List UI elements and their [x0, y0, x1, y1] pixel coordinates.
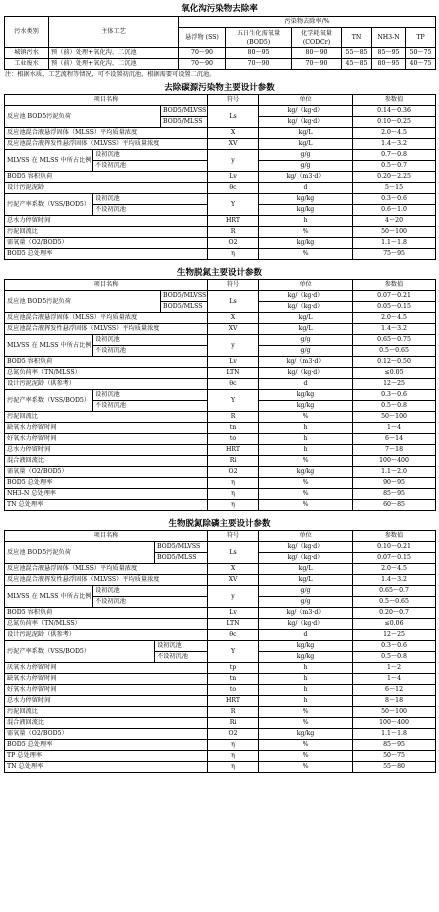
carbon-removal-params-table — [4, 94, 436, 260]
cell: kg/（kg·d） — [259, 553, 353, 564]
cell: 总氮负荷率（TN/MLSS） — [5, 368, 208, 379]
header-col: TN — [342, 28, 372, 48]
header-col: NH3-N — [372, 28, 406, 48]
cell: η — [208, 500, 259, 511]
cell: g/g — [259, 150, 353, 161]
cell: O2 — [208, 467, 259, 478]
cell: h — [259, 663, 353, 674]
cell: MLVSS 在 MLSS 中所占比例 — [5, 586, 93, 608]
cell: tp — [208, 663, 259, 674]
cell: 80～95 — [226, 48, 292, 59]
cell: 0.10～0.25 — [353, 117, 436, 128]
cell: h — [259, 685, 353, 696]
cell: % — [259, 227, 353, 238]
cell: XV — [208, 575, 259, 586]
cell: 6～14 — [353, 434, 436, 445]
cell: 缺氧水力停留时间 — [5, 674, 208, 685]
cell: XV — [208, 139, 259, 150]
cell: BOD5 容积负荷 — [5, 172, 208, 183]
cell: 设初沉池 — [155, 641, 208, 652]
cell: ≤0.06 — [353, 619, 436, 630]
header-symbol: 符号 — [208, 280, 259, 291]
cell: 85～95 — [353, 489, 436, 500]
header-symbol: 符号 — [208, 531, 259, 542]
cell: 0.14～0.36 — [353, 106, 436, 117]
cell: kg/（kg·d） — [259, 302, 353, 313]
cell: 需氧量（O2/BOD5） — [5, 729, 208, 740]
cell: 50～75 — [353, 751, 436, 762]
table1-title: 氧化沟污染物去除率 — [181, 4, 258, 14]
removal-rate-table — [4, 16, 436, 70]
cell: kg/（kg·d） — [259, 106, 353, 117]
cell: 0.5～0.65 — [353, 346, 436, 357]
cell: 预（前）处理+氧化沟、二沉池 — [49, 48, 179, 59]
denitrification-phosphorus-params-table — [4, 530, 436, 773]
cell: % — [259, 478, 353, 489]
table-row — [5, 59, 436, 70]
cell: g/g — [259, 597, 353, 608]
cell: TN 总处理率 — [5, 500, 208, 511]
cell: h — [259, 674, 353, 685]
table3-title: 生物脱氮主要设计参数 — [176, 268, 262, 278]
cell: kg/kg — [259, 641, 353, 652]
cell: 0.10～0.21 — [353, 542, 436, 553]
cell: LTN — [208, 619, 259, 630]
cell: kg/kg — [259, 238, 353, 249]
cell: 污泥回流比 — [5, 412, 208, 423]
cell: Y — [208, 194, 259, 216]
cell: g/g — [259, 346, 353, 357]
cell: R — [208, 227, 259, 238]
cell: O2 — [208, 238, 259, 249]
cell: 100～400 — [353, 456, 436, 467]
cell: 不设初沉池 — [93, 401, 208, 412]
cell: 0.20～0.7 — [353, 608, 436, 619]
cell: 0.5～0.8 — [353, 652, 436, 663]
cell: Lv — [208, 608, 259, 619]
cell: 污泥产率系数（VSS/BOD5） — [5, 641, 155, 663]
cell: 2.0～4.5 — [353, 128, 436, 139]
cell: % — [259, 456, 353, 467]
header-process: 主体工艺 — [49, 17, 179, 48]
cell: 80～95 — [372, 59, 406, 70]
cell: HRT — [208, 216, 259, 227]
cell: kg/（kg·d） — [259, 619, 353, 630]
cell: 不设初沉池 — [93, 597, 208, 608]
cell: X — [208, 564, 259, 575]
cell: MLVSS 在 MLSS 中所占比例 — [5, 150, 93, 172]
cell: 50～100 — [353, 227, 436, 238]
cell: NH3-N 总处理率 — [5, 489, 208, 500]
cell: 70～90 — [179, 59, 226, 70]
cell: TN 总处理率 — [5, 762, 208, 773]
cell: θc — [208, 379, 259, 390]
cell: kg/L — [259, 575, 353, 586]
header-col: 五日生化需氧量 (BOD5) — [226, 28, 292, 48]
cell: kg/L — [259, 139, 353, 150]
cell: BOD5 总处理率 — [5, 478, 208, 489]
denitrification-params-table — [4, 279, 436, 511]
header-unit: 单位 — [259, 280, 353, 291]
cell: kg/kg — [259, 401, 353, 412]
cell: % — [259, 740, 353, 751]
cell: 厌氧水力停留时间 — [5, 663, 208, 674]
cell: to — [208, 434, 259, 445]
cell: 设计污泥泥龄 — [5, 183, 208, 194]
cell: ≤0.05 — [353, 368, 436, 379]
header-col: 悬浮物 (SS) — [179, 28, 226, 48]
cell: XV — [208, 324, 259, 335]
cell: 设初沉池 — [93, 335, 208, 346]
cell: kg/（kg·d） — [259, 368, 353, 379]
cell: 反应池 BOD5污泥负荷 — [5, 542, 155, 564]
cell: 反应池混合液挥发性悬浮固体（MLVSS）平均质量浓度 — [5, 139, 208, 150]
header-value: 参数值 — [353, 95, 436, 106]
cell: 7～18 — [353, 445, 436, 456]
cell: 75～95 — [353, 249, 436, 260]
cell: 总水力停留时间 — [5, 216, 208, 227]
cell: 污泥产率系数（VSS/BOD5） — [5, 390, 93, 412]
cell: 不设初沉池 — [93, 161, 208, 172]
cell: kg/kg — [259, 205, 353, 216]
cell: Ri — [208, 718, 259, 729]
cell: 0.65～0.7 — [353, 586, 436, 597]
cell: 设初沉池 — [93, 150, 208, 161]
cell: 12～25 — [353, 630, 436, 641]
cell: d — [259, 379, 353, 390]
header-item: 项目名称 — [5, 280, 208, 291]
cell: 1.1～1.8 — [353, 238, 436, 249]
cell: 8～18 — [353, 696, 436, 707]
cell: y — [208, 586, 259, 608]
cell: 1～2 — [353, 663, 436, 674]
cell: kg/kg — [259, 194, 353, 205]
cell: 反应池混合液挥发性悬浮固体（MLVSS）平均质量浓度 — [5, 324, 208, 335]
cell: 设初沉池 — [93, 194, 208, 205]
cell: kg/（kg·d） — [259, 291, 353, 302]
cell: HRT — [208, 445, 259, 456]
header-unit: 单位 — [259, 531, 353, 542]
cell: % — [259, 718, 353, 729]
header-col: 化学耗氧量 (CODCr) — [292, 28, 342, 48]
cell: 0.20～2.25 — [353, 172, 436, 183]
cell: 55～85 — [342, 48, 372, 59]
cell: BOD5/MLSS — [155, 553, 208, 564]
cell: 反应池混合液悬浮固体（MLSS）平均质量浓度 — [5, 564, 208, 575]
cell: 40～75 — [406, 59, 436, 70]
cell: BOD5 容积负荷 — [5, 608, 208, 619]
cell: BOD5/MLVSS — [155, 542, 208, 553]
cell: 混合液回流比 — [5, 718, 208, 729]
table-row — [5, 48, 436, 59]
cell: 2.0～4.5 — [353, 313, 436, 324]
cell: BOD5 总处理率 — [5, 249, 208, 260]
cell: 污泥回流比 — [5, 227, 208, 238]
cell: kg/L — [259, 128, 353, 139]
cell: 85～95 — [372, 48, 406, 59]
cell: 100～400 — [353, 718, 436, 729]
cell: tn — [208, 423, 259, 434]
cell: 2.0～4.5 — [353, 564, 436, 575]
cell: g/g — [259, 335, 353, 346]
cell: BOD5/MLSS — [161, 117, 208, 128]
cell: BOD5/MLSS — [161, 302, 208, 313]
cell: Ls — [208, 291, 259, 313]
cell: kg/（kg·d） — [259, 117, 353, 128]
cell: g/g — [259, 161, 353, 172]
cell: Ls — [208, 542, 259, 564]
cell: 混合液回流比 — [5, 456, 208, 467]
cell: 0.3～0.6 — [353, 194, 436, 205]
cell: 反应池 BOD5污泥负荷 — [5, 291, 161, 313]
header-type: 污水类别 — [5, 17, 49, 48]
cell: Ls — [208, 106, 259, 128]
cell: Y — [208, 641, 259, 663]
cell: % — [259, 500, 353, 511]
cell: 1～4 — [353, 423, 436, 434]
cell: 0.5～0.65 — [353, 597, 436, 608]
cell: % — [259, 707, 353, 718]
cell: d — [259, 630, 353, 641]
cell: 12～25 — [353, 379, 436, 390]
cell: 55～80 — [353, 762, 436, 773]
cell: HRT — [208, 696, 259, 707]
header-removal-rate: 污染物去除率/% — [179, 17, 436, 28]
cell: 50～100 — [353, 412, 436, 423]
cell: kg/kg — [259, 467, 353, 478]
cell: 预（前）处理+氧化沟、二沉池 — [49, 59, 179, 70]
cell: 4～20 — [353, 216, 436, 227]
cell: tn — [208, 674, 259, 685]
cell: 工业废水 — [5, 59, 49, 70]
table4-title: 生物脱氮除磷主要设计参数 — [168, 519, 271, 529]
cell: X — [208, 313, 259, 324]
cell: O2 — [208, 729, 259, 740]
cell: 0.65～0.75 — [353, 335, 436, 346]
cell: to — [208, 685, 259, 696]
cell: 设初沉池 — [93, 390, 208, 401]
cell: 60～85 — [353, 500, 436, 511]
cell: % — [259, 489, 353, 500]
cell: y — [208, 150, 259, 172]
cell: kg/kg — [259, 729, 353, 740]
cell: d — [259, 183, 353, 194]
cell: 0.5～0.8 — [353, 401, 436, 412]
cell: 1～4 — [353, 674, 436, 685]
cell: kg/（m3·d） — [259, 172, 353, 183]
cell: y — [208, 335, 259, 357]
cell: 设计污泥泥龄（供参考） — [5, 379, 208, 390]
document-page — [0, 3, 439, 912]
cell: 设初沉池 — [93, 586, 208, 597]
cell: 城镇污水 — [5, 48, 49, 59]
cell: 0.3～0.6 — [353, 641, 436, 652]
header-symbol: 符号 — [208, 95, 259, 106]
cell: Y — [208, 390, 259, 412]
cell: X — [208, 128, 259, 139]
cell: 需氧量（O2/BOD5） — [5, 238, 208, 249]
cell: Lv — [208, 357, 259, 368]
cell: 50～75 — [406, 48, 436, 59]
header-unit: 单位 — [259, 95, 353, 106]
cell: % — [259, 412, 353, 423]
cell: 70～90 — [226, 59, 292, 70]
cell: 好氧水力停留时间 — [5, 434, 208, 445]
cell: 6～12 — [353, 685, 436, 696]
header-item: 项目名称 — [5, 531, 208, 542]
cell: 总水力停留时间 — [5, 696, 208, 707]
cell: % — [259, 762, 353, 773]
cell: kg/L — [259, 324, 353, 335]
cell: 缺氧水力停留时间 — [5, 423, 208, 434]
cell: η — [208, 478, 259, 489]
cell: 80～90 — [292, 48, 342, 59]
cell: 反应池混合液悬浮固体（MLSS）平均质量浓度 — [5, 313, 208, 324]
cell: 1.4～3.2 — [353, 139, 436, 150]
cell: 总氮负荷率（TN/MLSS） — [5, 619, 208, 630]
cell: BOD5/MLVSS — [161, 291, 208, 302]
cell: h — [259, 423, 353, 434]
cell: kg/（m3·d） — [259, 357, 353, 368]
cell: Lv — [208, 172, 259, 183]
header-value: 参数值 — [353, 280, 436, 291]
cell: Ri — [208, 456, 259, 467]
cell: 1.1～2.0 — [353, 467, 436, 478]
cell: BOD5 总处理率 — [5, 740, 208, 751]
table2-title: 去除碳源污染物主要设计参数 — [164, 83, 275, 93]
cell: 总水力停留时间 — [5, 445, 208, 456]
cell: 85～95 — [353, 740, 436, 751]
cell: 设计污泥泥龄（供参考） — [5, 630, 208, 641]
cell: 0.5～0.7 — [353, 161, 436, 172]
cell: η — [208, 489, 259, 500]
cell: 需氧量（O2/BOD5） — [5, 467, 208, 478]
cell: R — [208, 412, 259, 423]
cell: 不设初沉池 — [93, 205, 208, 216]
cell: 0.07～0.15 — [353, 553, 436, 564]
cell: 70～90 — [292, 59, 342, 70]
cell: h — [259, 696, 353, 707]
header-value: 参数值 — [353, 531, 436, 542]
cell: 0.7～0.8 — [353, 150, 436, 161]
cell: θc — [208, 183, 259, 194]
cell: % — [259, 751, 353, 762]
header-item: 项目名称 — [5, 95, 208, 106]
cell: θc — [208, 630, 259, 641]
cell: kg/（m3·d） — [259, 608, 353, 619]
cell: MLVSS 在 MLSS 中所占比例 — [5, 335, 93, 357]
cell: BOD5 容积负荷 — [5, 357, 208, 368]
cell: 0.12～0.50 — [353, 357, 436, 368]
cell: 70～90 — [179, 48, 226, 59]
cell: η — [208, 762, 259, 773]
cell: 1.4～3.2 — [353, 575, 436, 586]
cell: 50～100 — [353, 707, 436, 718]
cell: 好氧水力停留时间 — [5, 685, 208, 696]
cell: 0.6～1.0 — [353, 205, 436, 216]
cell: 1.4～3.2 — [353, 324, 436, 335]
cell: kg/kg — [259, 390, 353, 401]
cell: 0.05～0.15 — [353, 302, 436, 313]
cell: η — [208, 740, 259, 751]
cell: 1.1～1.8 — [353, 729, 436, 740]
cell: 反应池混合液悬浮固体（MLSS）平均质量浓度 — [5, 128, 208, 139]
cell: h — [259, 216, 353, 227]
cell: TP 总处理率 — [5, 751, 208, 762]
cell: 90～95 — [353, 478, 436, 489]
cell: 5～15 — [353, 183, 436, 194]
cell: h — [259, 434, 353, 445]
table1-note: 注：根据水质、工艺流程等情况，可不设置初沉池，根据需要可设置二沉池。 — [5, 71, 216, 78]
cell: 0.3～0.6 — [353, 390, 436, 401]
cell: 0.07～0.21 — [353, 291, 436, 302]
cell: LTN — [208, 368, 259, 379]
cell: 不设初沉池 — [93, 346, 208, 357]
cell: g/g — [259, 586, 353, 597]
cell: % — [259, 249, 353, 260]
cell: kg/kg — [259, 652, 353, 663]
cell: 污泥产率系数（VSS/BOD5） — [5, 194, 93, 216]
cell: 污泥回流比 — [5, 707, 208, 718]
cell: kg/（kg·d） — [259, 542, 353, 553]
cell: η — [208, 751, 259, 762]
cell: 不设初沉池 — [155, 652, 208, 663]
cell: 反应池 BOD5污泥负荷 — [5, 106, 161, 128]
cell: R — [208, 707, 259, 718]
cell: kg/L — [259, 564, 353, 575]
cell: h — [259, 445, 353, 456]
cell: kg/L — [259, 313, 353, 324]
cell: 反应池混合液挥发性悬浮固体（MLVSS）平均质量浓度 — [5, 575, 208, 586]
cell: 45～85 — [342, 59, 372, 70]
cell: η — [208, 249, 259, 260]
cell: BOD5/MLVSS — [161, 106, 208, 117]
header-col: TP — [406, 28, 436, 48]
